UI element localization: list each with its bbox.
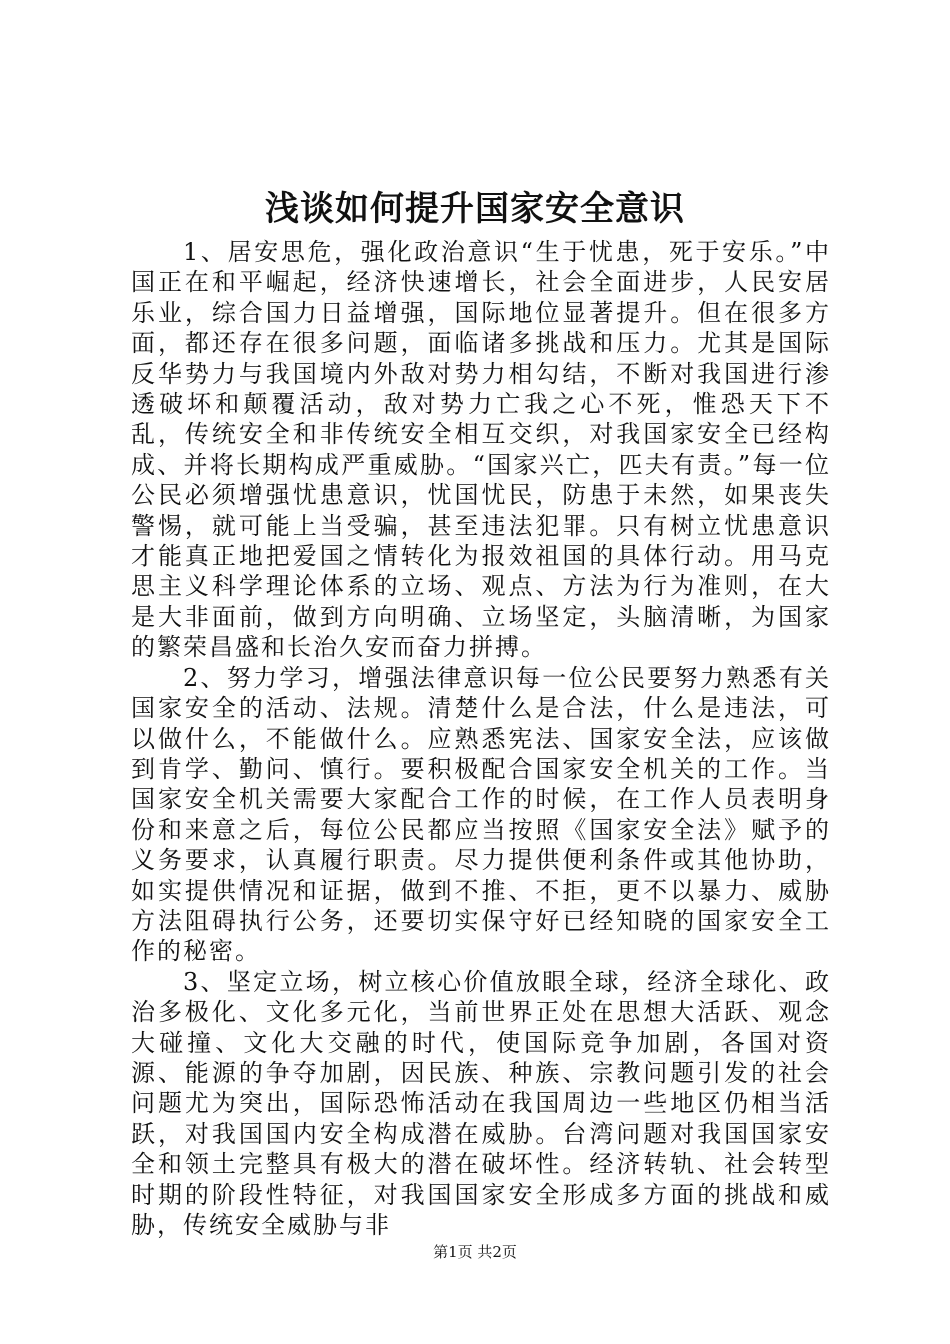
page-footer: 第1页 共2页 [433, 1243, 517, 1261]
document-body [131, 237, 831, 1240]
document-title: 浅谈如何提升国家安全意识 [265, 189, 685, 229]
paragraph-3: 3、坚定立场，树立核心价值放眼全球，经济全球化、政治多极化、文化多元化，当前世界正处在思想大活跃、观念大碰撞、文化大交融的时代，使国际竞争加剧，各国对资源、能源的争夺加剧，因民族、种族、宗教问题引发的社会问题尤为突出，国际恐怖活动在我国周边一些地区仍相当活跃，对我国国内安全构成潜在威胁。台湾问题对我国国家安全和领土完整具有极大的潜在破坏性。经济转轨、社会转型时期的阶段性特征，对我国国家安全形成多方面的挑战和威胁，传统安全威胁与非 [131, 967, 831, 1239]
paragraph-1: 1、居安思危，强化政治意识“生于忧患，死于安乐。”中国正在和平崛起，经济快速增长，社会全面进步，人民安居乐业，综合国力日益增强，国际地位显著提升。但在很多方面，都还存在很多问题，面临诸多挑战和压力。尤其是国际反华势力与我国境内外敌对势力相勾结，不断对我国进行渗透破坏和颠覆活动，敌对势力亡我之心不死，惟恐天下不乱，传统安全和非传统安全相互交织，对我国家安全已经构成、并将长期构成严重威胁。“国家兴亡，匹夫有责。”每一位公民必须增强忧患意识，忧国忧民，防患于未然，如果丧失警惕，就可能上当受骗，甚至违法犯罪。只有树立忧患意识才能真正地把爱国之情转化为报效祖国的具体行动。用马克思主义科学理论体系的立场、观点、方法为行为准则，在大是大非面前，做到方向明确、立场坚定，头脑清晰，为国家的繁荣昌盛和长治久安而奋力拼搏。 [131, 238, 831, 662]
paragraph-2: 2、努力学习，增强法律意识每一位公民要努力熟悉有关国家安全的活动、法规。清楚什么是合法，什么是违法，可以做什么，不能做什么。应熟悉宪法、国家安全法，应该做到肯学、勤问、慎行。要积极配合国家安全机关的工作。当国家安全机关需要大家配合工作的时候，在工作人员表明身份和来意之后，每位公民都应当按照《国家安全法》赋予的义务要求，认真履行职责。尽力提供便利条件或其他协助，如实提供情况和证据，做到不推、不拒，更不以暴力、威胁方法阻碍执行公务，还要切实保守好已经知晓的国家安全工作的秘密。 [131, 663, 831, 966]
